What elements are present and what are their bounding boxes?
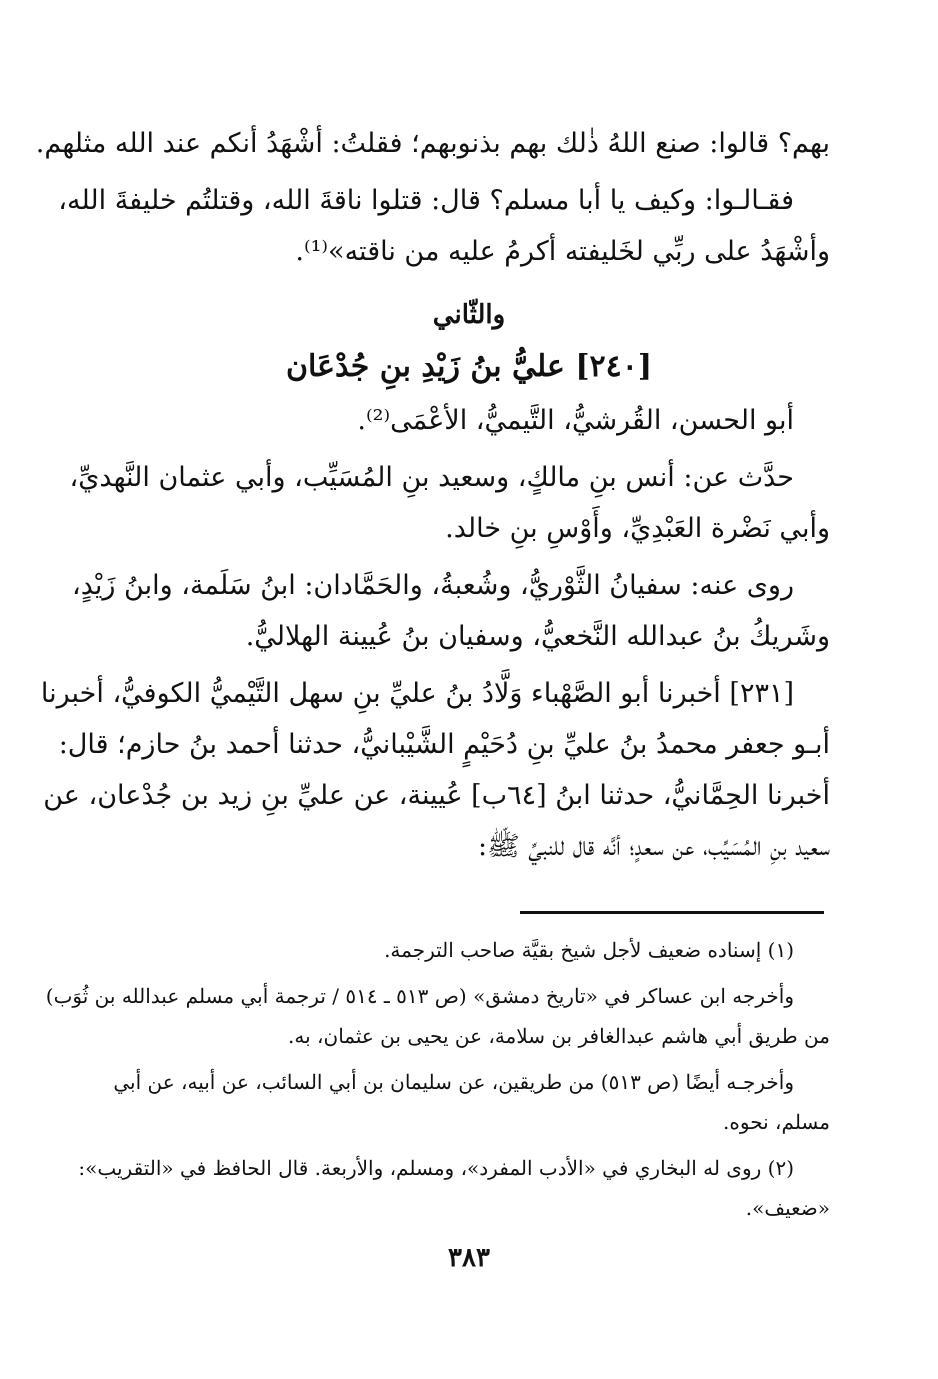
- footnote-line: وأخرجـه أيضًا (ص ٥١٣) من طريقين، عن سليمان بن أبي السائب، عن أبيه، عن أبي: [113, 1070, 794, 1094]
- paragraph-line: أبو الحسن، القُرشيُّ، التَّيميُّ، الأعْمَى⁽²⁾.: [357, 405, 794, 436]
- paragraph-line: سعيد بنِ المُسَيِّب، عن سعدٍ؛ أنَّه قال للنبيِّ ﷺ:: [477, 831, 830, 862]
- footnote-line: من طريق أبي هاشم عبدالغافر بن سلامة، عن يحيى بن عثمان، به.: [288, 1024, 830, 1048]
- paragraph-line: حدَّث عن: أنس بنِ مالكٍ، وسعيد بنِ المُسَيِّب، وأبي عثمان النَّهديِّ،: [69, 462, 794, 493]
- footnotes: [45, 930, 830, 1228]
- paragraph-line: روى عنه: سفيانُ الثَّوْريُّ، وشُعبةُ، والحَمَّادان: ابنُ سَلَمة، وابنُ زَيْدٍ،: [72, 570, 794, 601]
- footnote-divider: [520, 911, 824, 914]
- paragraph-line: أخبرنا الحِمَّانيُّ، حدثنا ابنُ [٦٤ب] عُيينة، عن عليِّ بنِ زيد بن جُدْعان، عن: [43, 780, 830, 811]
- footnote-line: (٢) روى له البخاري في «الأدب المفرد»، ومسلم، والأربعة. قال الحافظ في «التقريب»:: [78, 1156, 794, 1180]
- footnote-line: «ضعيف».: [745, 1196, 830, 1220]
- footnote-line: وأخرجه ابن عساكر في «تاريخ دمشق» (ص ٥١٣ ـ ٥١٤ / ترجمة أبي مسلم عبدالله بن ثُوَب): [45, 984, 794, 1008]
- footnote-line: (١) إسناده ضعيف لأجل شيخ بقيَّة صاحب الترجمة.: [384, 938, 794, 962]
- page-number: ٣٨٣: [448, 1243, 490, 1273]
- paragraph-line: أبـو جعفر محمدُ بنُ عليِّ بنِ دُحَيْمٍ الشَّيْبانيُّ، حدثنا أحمد بنُ حازم؛ قال:: [58, 729, 830, 760]
- main-text: [35, 118, 830, 872]
- paragraph-line: وشَريكُ بنُ عبدالله النَّخعيُّ، وسفيان بنُ عُيينة الهلاليُّ.: [245, 621, 830, 652]
- paragraph-line: فقـالـوا: وكيف يا أبا مسلم؟ قال: قتلوا ناقةَ الله، وقتلتُم خليفةَ الله،: [58, 185, 794, 216]
- paragraph-line: بهم؟ قالوا: صنع اللهُ ذٰلك بهم بذنوبهم؛ فقلتُ: أشْهَدُ أنكم عند الله مثلهم.: [35, 128, 830, 159]
- paragraph-line: وأبي نَضْرة العَبْدِيِّ، وأَوْسِ بنِ خالد.: [445, 513, 830, 544]
- paragraph-line: وأشْهَدُ على ربِّي لخَليفته أكرمُ عليه من ناقته»⁽¹⁾.: [295, 236, 830, 267]
- footnote-line: مسلم، نحوه.: [723, 1110, 830, 1134]
- entry-heading: [٢٤٠] عليُّ بنُ زَيْدِ بنِ جُدْعَان: [285, 349, 653, 384]
- section-label: والثّاني: [432, 300, 506, 330]
- paragraph-line: [٢٣١] أخبرنا أبو الصَّهْباء وَلَّادُ بنُ عليِّ بنِ سهل التَّيْميُّ الكوفيُّ، أخبرنا: [40, 678, 794, 709]
